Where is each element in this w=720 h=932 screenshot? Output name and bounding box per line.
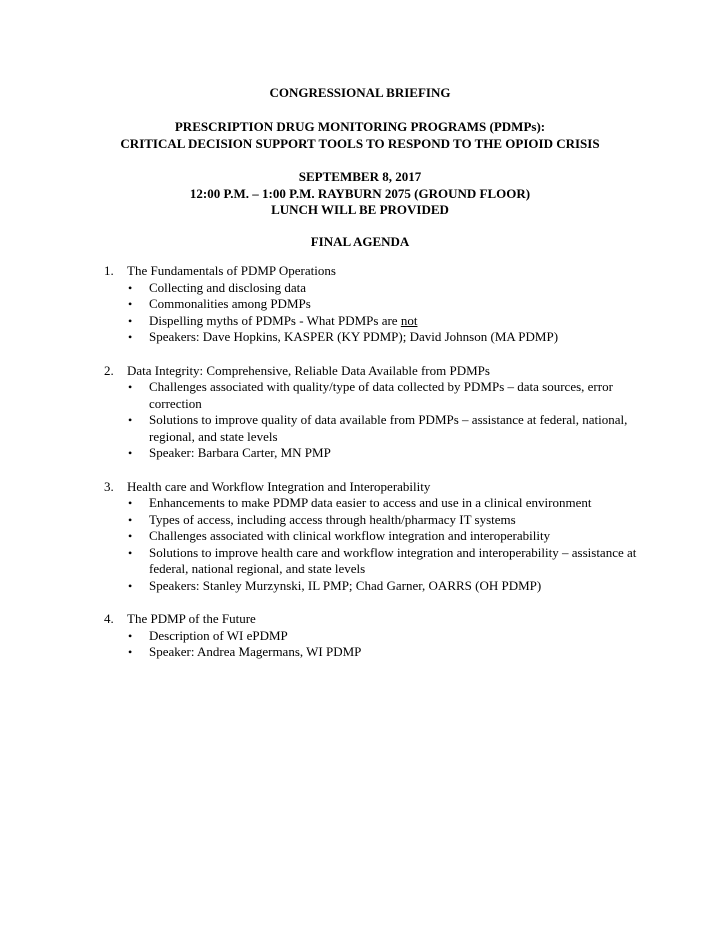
section-number: 2. xyxy=(104,362,114,378)
bullet-text: Types of access, including access through health/pharmacy IT systems xyxy=(149,511,516,527)
section-title xyxy=(104,263,644,280)
section-number: 3. xyxy=(104,478,114,494)
agenda-section-4 xyxy=(104,611,644,661)
bullet-text: Solutions to improve quality of data available from PDMPs – assistance at federal, national, regional, and state levels xyxy=(149,412,628,444)
list-item xyxy=(104,412,644,445)
section-title-text: Data Integrity: Comprehensive, Reliable Data Available from PDMPs xyxy=(127,362,490,378)
bullet-icon: • xyxy=(128,578,133,593)
bullet-icon: • xyxy=(128,529,133,543)
bullet-text: Commonalities among PDMPs xyxy=(149,296,311,311)
bullet-text: Solutions to improve health care and workflow integration and interoperability – assistance at federal, national regional, and state levels xyxy=(149,544,637,576)
list-item xyxy=(104,280,644,297)
bullet-text: Speaker: Barbara Carter, MN PMP xyxy=(149,445,331,460)
bullet-text: Speakers: Stanley Murzynski, IL PMP; Chad Garner, OARRS (OH PDMP) xyxy=(149,577,542,593)
list-item xyxy=(104,644,644,661)
bullet-text: Challenges associated with clinical workflow integration and interoperability xyxy=(149,528,551,543)
list-item xyxy=(104,296,644,313)
agenda-heading: FINAL AGENDA xyxy=(310,234,410,249)
event-details xyxy=(0,169,720,219)
agenda-section-2 xyxy=(104,363,644,462)
section-title-text: The Fundamentals of PDMP Operations xyxy=(127,263,336,278)
section-bullets xyxy=(104,379,644,462)
list-item xyxy=(104,628,644,645)
event-date: SEPTEMBER 8, 2017 xyxy=(298,169,422,184)
bullet-text: Challenges associated with quality/type of data collected by PDMPs – data sources, error correction xyxy=(149,379,613,411)
section-title xyxy=(104,363,644,380)
bullet-text-wrapper xyxy=(149,313,644,330)
bullet-icon: • xyxy=(128,413,133,427)
section-number: 4. xyxy=(104,611,114,626)
agenda-list xyxy=(104,263,644,678)
bullet-text: Dispelling myths of PDMPs - What PDMPs are xyxy=(149,312,401,328)
bullet-icon: • xyxy=(128,380,133,394)
list-item xyxy=(104,545,644,578)
lunch-note: LUNCH WILL BE PROVIDED xyxy=(271,202,449,217)
briefing-title xyxy=(0,119,720,152)
bullet-icon: • xyxy=(128,628,133,643)
section-bullets xyxy=(104,495,644,594)
list-item xyxy=(104,313,644,330)
title-line-1: PRESCRIPTION DRUG MONITORING PROGRAMS (PDMPs): xyxy=(174,119,546,134)
underlined-word: not xyxy=(400,312,418,328)
list-item xyxy=(104,495,644,512)
section-title-text: Health care and Workflow Integration and Interoperability xyxy=(127,478,431,494)
bullet-icon: • xyxy=(128,496,133,510)
list-item xyxy=(104,528,644,545)
bullet-icon: • xyxy=(128,330,133,344)
bullet-icon: • xyxy=(128,645,133,659)
bullet-icon: • xyxy=(128,446,133,460)
bullet-text: Speaker: Andrea Magermans, WI PDMP xyxy=(149,644,362,659)
bullet-icon: • xyxy=(128,512,133,527)
section-title-text: The PDMP of the Future xyxy=(127,611,256,626)
bullet-icon: • xyxy=(128,280,133,295)
bullet-text: Collecting and disclosing data xyxy=(149,279,307,295)
agenda-section-3 xyxy=(104,479,644,595)
section-number: 1. xyxy=(104,263,114,278)
bullet-icon: • xyxy=(128,297,133,311)
title-line-2: CRITICAL DECISION SUPPORT TOOLS TO RESPOND TO THE OPIOID CRISIS xyxy=(120,135,600,151)
list-item xyxy=(104,379,644,412)
agenda-section-1 xyxy=(104,263,644,346)
list-item xyxy=(104,512,644,529)
bullet-text: Enhancements to make PDMP data easier to access and use in a clinical environment xyxy=(149,495,592,510)
bullet-text: Description of WI ePDMP xyxy=(149,627,288,643)
bullet-icon: • xyxy=(128,313,133,328)
list-item xyxy=(104,578,644,595)
briefing-label: CONGRESSIONAL BRIEFING xyxy=(269,85,451,100)
bullet-text: Speakers: Dave Hopkins, KASPER (KY PDMP); David Johnson (MA PDMP) xyxy=(149,329,559,344)
section-title xyxy=(104,611,644,628)
bullet-icon: • xyxy=(128,545,133,560)
section-bullets xyxy=(104,280,644,346)
event-time-location: 12:00 P.M. – 1:00 P.M. RAYBURN 2075 (GROUND FLOOR) xyxy=(189,185,531,201)
section-title xyxy=(104,479,644,496)
section-bullets xyxy=(104,628,644,661)
list-item xyxy=(104,445,644,462)
list-item xyxy=(104,329,644,346)
